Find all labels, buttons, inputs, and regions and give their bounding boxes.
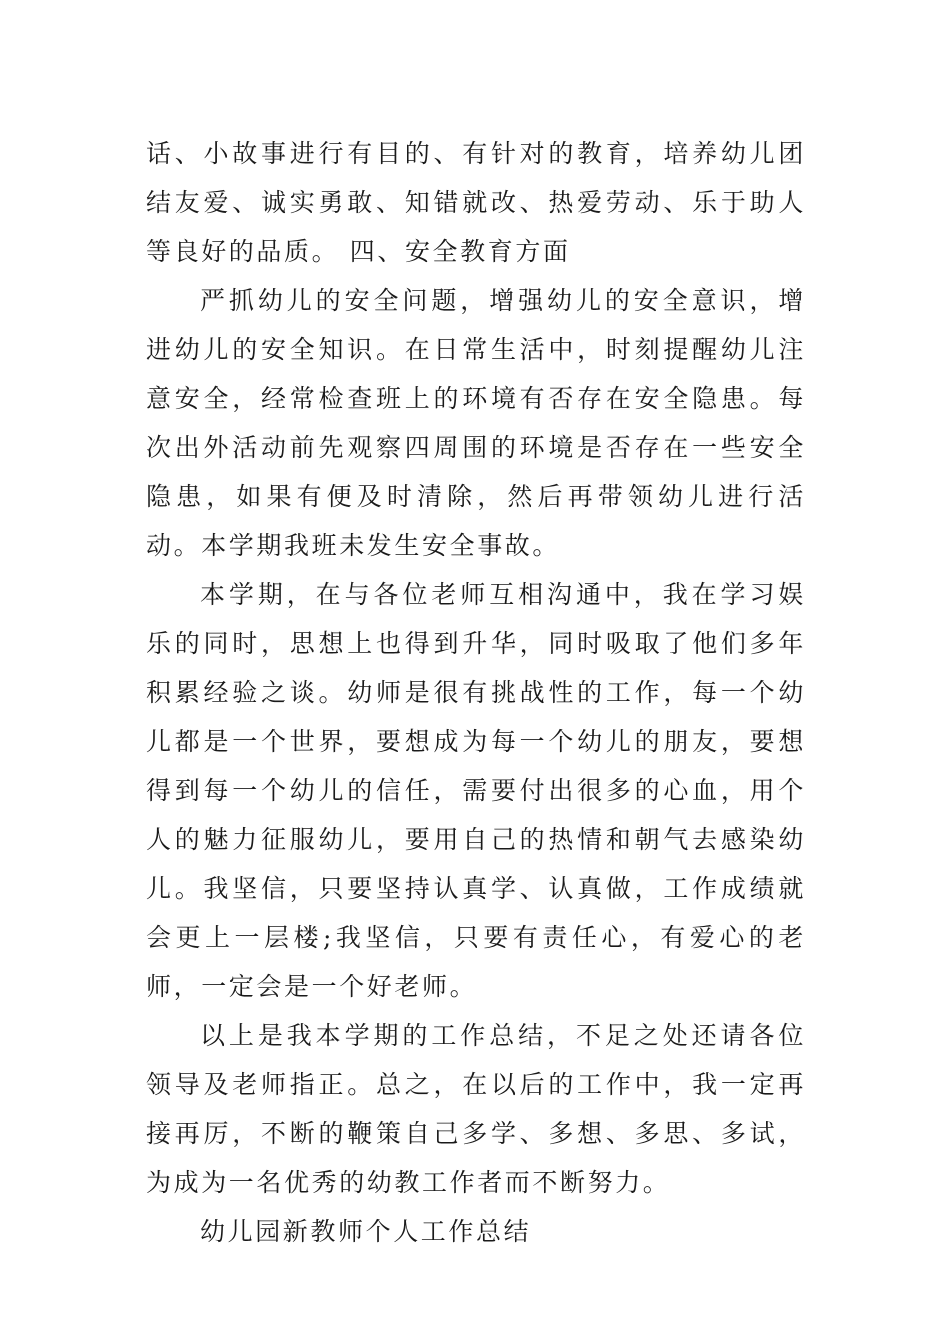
paragraph-safety-education: 严抓幼儿的安全问题，增强幼儿的安全意识，增进幼儿的安全知识。在日常生活中，时刻提醒幼儿注意安全，经常检查班上的环境有否存在安全隐患。每次出外活动前先观察四周围的环境是否存在一些安全隐患，如果有便及时清除，然后再带领幼儿进行活动。本学期我班未发生安全事故。 [146, 286, 806, 560]
section-title: 幼儿园新教师个人工作总结 [200, 1217, 532, 1246]
paragraph-summary-conclusion: 以上是我本学期的工作总结，不足之处还请各位领导及老师指正。总之，在以后的工作中，我一定再接再厉，不断的鞭策自己多学、多想、多思、多试，为成为一名优秀的幼教工作者而不断努力。 [146, 1021, 806, 1197]
document-body [146, 129, 806, 1256]
paragraph-teacher-communication: 本学期，在与各位老师互相沟通中，我在学习娱乐的同时，思想上也得到升华，同时吸取了他们多年积累经验之谈。幼师是很有挑战性的工作，每一个幼儿都是一个世界，要想成为每一个幼儿的朋友，要想得到每一个幼儿的信任，需要付出很多的心血，用个人的魅力征服幼儿，要用自己的热情和朝气去感染幼儿。我坚信，只要坚持认真学、认真做，工作成绩就会更上一层楼;我坚信，只要有责任心，有爱心的老师，一定会是一个好老师。 [146, 580, 806, 1001]
paragraph-moral-education-ending: 话、小故事进行有目的、有针对的教育，培养幼儿团结友爱、诚实勇敢、知错就改、热爱劳动、乐于助人等良好的品质。 四、安全教育方面 [146, 139, 806, 266]
